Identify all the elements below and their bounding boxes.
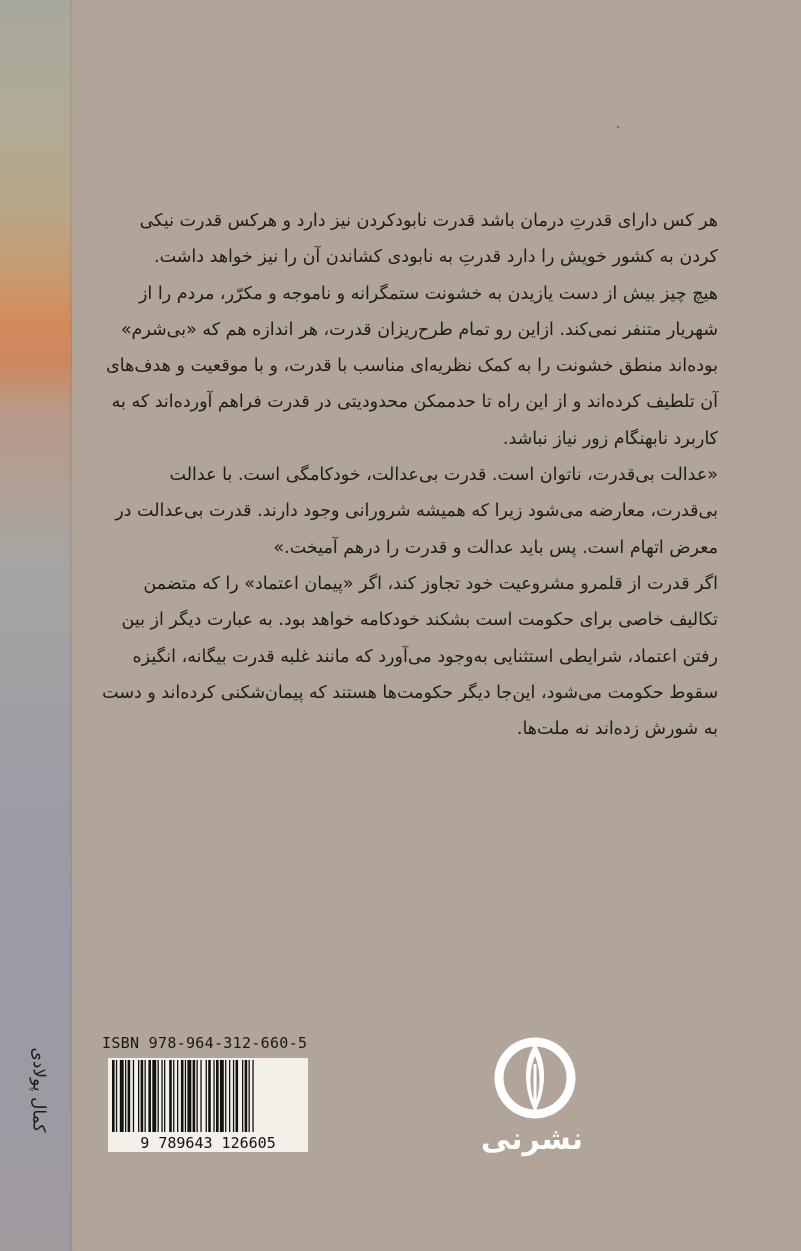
spine-author-text: ﮐﻤﺎﻝ ﭘﻮﻻﺩﯼ	[28, 1047, 49, 1133]
blurb-paragraph-3: «عدالت بی‌قدرت، ناتوان است. قدرت بی‌عدالت، خودکامگی است. با عدالت بی‌قدرت، معارضه می‌شود زیرا که همیشه شرورانی وجود دارند. قدرت بی‌عدالت در معرض اتهام است. پس باید عدالت و قدرت را درهم آمیخت.»	[115, 465, 718, 558]
spine-author	[18, 1010, 58, 1170]
barcode-bar	[252, 1060, 253, 1138]
barcode-bar	[181, 1060, 184, 1132]
barcode-bar	[138, 1060, 139, 1132]
barcode-bar	[112, 1060, 115, 1138]
barcode-bar	[116, 1060, 117, 1138]
barcode-bar	[220, 1060, 224, 1132]
barcode	[108, 1058, 308, 1152]
barcode-bar	[148, 1060, 151, 1132]
back-cover-blurb	[100, 203, 718, 747]
blurb-paragraph-4: اگر قدرت از قلمرو مشروعیت خود تجاوز کند، اگر «پیمان اعتماد» را که متضمن تکالیف خاصی برای حکومت است بشکند خودکامه خواهد بود. به عبارت دیگر از بین رفتن اعتماد، شرایطی استثنایی به‌وجود می‌آورد که مانند غلبه قدرت بیگانه، انگیزه سقوط حکومت می‌شود، این‌جا دیگر حکومت‌ها هستند که پیمان‌شکنی کرده‌اند و دست به شورش زده‌اند نه ملت‌ها.	[102, 573, 718, 740]
barcode-bar	[233, 1060, 234, 1132]
barcode-bar	[206, 1060, 207, 1132]
barcode-bar	[229, 1060, 230, 1132]
barcode-bar	[145, 1060, 146, 1132]
barcode-bar	[177, 1060, 178, 1132]
blurb-paragraph-2: هیچ چیز بیش از دست یازیدن به خشونت ستمگرانه و ناموجه و مکرّر، مردم را از شهریار متنفر نمی‌کند. ازاین رو تمام طرح‌ریزان قدرت، هر اندازه هم که «بی‌شرم» بوده‌اند منطق خشونت را به کمک نظریه‌ای مناسب با قدرت، و با موقعیت و هدف‌های آن تلطیف کرده‌اند و از این راه تا حدممکن محدودیتی در قدرت فراهم آورده‌اند که به کاربرد نابهنگام زور نیاز نباشد.	[106, 283, 718, 449]
publisher-logo	[480, 1030, 583, 1160]
barcode-bar	[242, 1060, 243, 1132]
barcode-bar	[197, 1060, 198, 1132]
barcode-bar	[249, 1060, 250, 1138]
barcode-bar	[208, 1060, 211, 1132]
blurb-paragraph-1: هر کس دارای قدرتِ درمان باشد قدرت نابودکردن نیز دارد و هرکس قدرت نیکی کردن به کشور خویش را دارد قدرتِ به نابودی کشاندن آن را نیز خواهد داشت.	[139, 211, 718, 268]
barcode-bar	[120, 1060, 124, 1132]
publisher-emblem-icon	[487, 1030, 583, 1126]
publisher-name: نشرنی	[480, 1122, 583, 1157]
isbn-block	[102, 1034, 314, 1152]
barcode-bar	[225, 1060, 226, 1132]
barcode-bar	[193, 1060, 196, 1132]
spine-edge	[70, 0, 74, 1251]
barcode-bar	[245, 1060, 248, 1132]
barcode-digits: 9 789643 126605	[140, 1134, 276, 1152]
barcode-bar	[128, 1060, 131, 1132]
barcode-graphic	[108, 1058, 308, 1152]
barcode-bar	[164, 1060, 165, 1132]
barcode-bar	[173, 1060, 174, 1132]
isbn-label: ISBN 978-964-312-660-5	[102, 1034, 308, 1052]
barcode-bar	[200, 1060, 201, 1132]
barcode-bar	[216, 1060, 219, 1132]
barcode-bar	[187, 1060, 191, 1138]
barcode-bar	[213, 1060, 214, 1132]
barcode-bar	[161, 1060, 162, 1132]
barcode-bar	[125, 1060, 126, 1132]
barcode-bar	[169, 1060, 172, 1132]
paper-speck	[617, 126, 619, 128]
barcode-bar	[133, 1060, 134, 1132]
barcode-bar	[236, 1060, 239, 1132]
barcode-bar	[152, 1060, 156, 1132]
barcode-bar	[185, 1060, 186, 1138]
barcode-bar	[158, 1060, 159, 1132]
barcode-bar	[141, 1060, 144, 1132]
